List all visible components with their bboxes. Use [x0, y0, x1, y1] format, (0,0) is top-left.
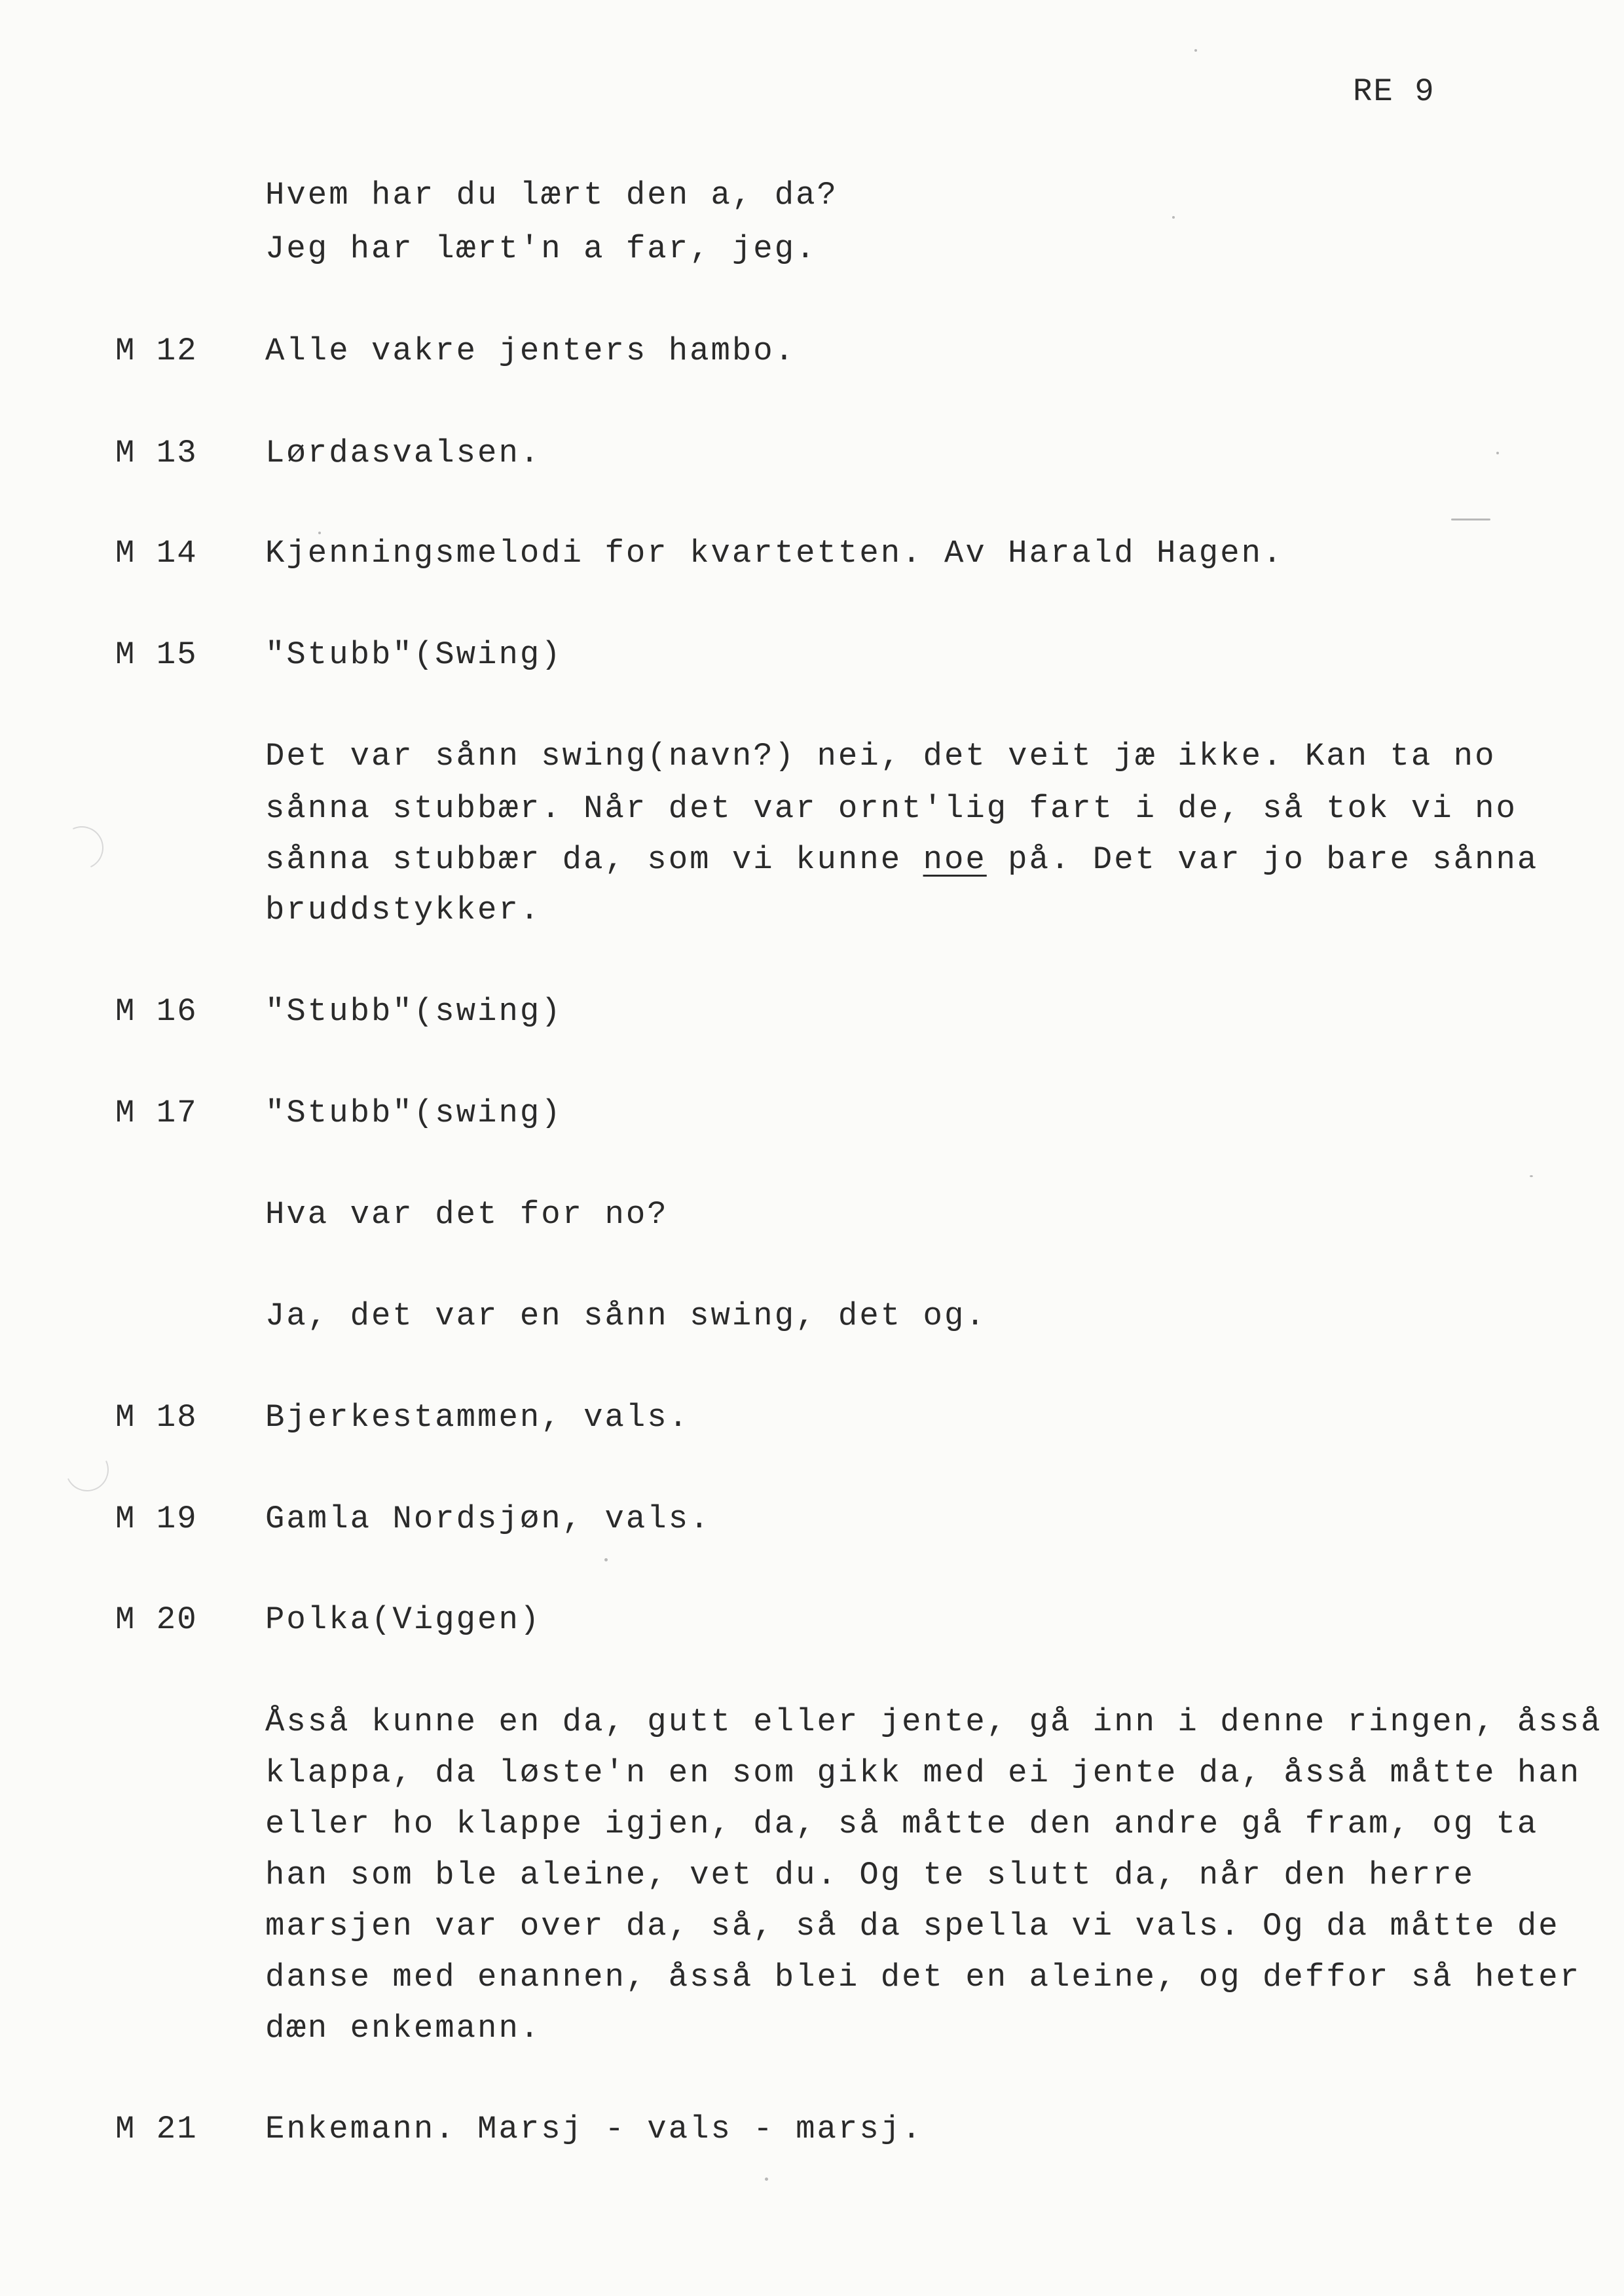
comment-m20-line-3: eller ho klappe igjen, da, så måtte den andre gå fram, og ta — [265, 1806, 1539, 1842]
entry-text-m18: Bjerkestammen, vals. — [265, 1399, 690, 1436]
entry-label-m15: M 15 — [115, 636, 198, 673]
scan-speck — [604, 1558, 608, 1561]
page-number: RE 9 — [1353, 73, 1435, 110]
entry-label-m20: M 20 — [115, 1601, 198, 1638]
entry-label-m13: M 13 — [115, 435, 198, 471]
entry-label-m18: M 18 — [115, 1399, 198, 1436]
scan-speck — [1451, 519, 1490, 520]
comment-m15-line-4: bruddstykker. — [265, 892, 542, 928]
comment-m17-answer: Ja, det var en sånn swing, det og. — [265, 1298, 987, 1334]
scan-speck — [318, 532, 321, 534]
entry-label-m12: M 12 — [115, 333, 198, 369]
comment-m20-line-1: Åsså kunne en da, gutt eller jente, gå inn i denne ringen, åsså — [265, 1704, 1602, 1740]
comment-m15-line-3-start: sånna stubbær da, som vi kunne — [265, 841, 923, 878]
entry-text-m17: "Stubb"(swing) — [265, 1095, 563, 1131]
entry-text-m13: Lørdasvalsen. — [265, 435, 542, 471]
intro-line-2: Jeg har lært'n a far, jeg. — [265, 230, 817, 267]
comment-m20-line-4: han som ble aleine, vet du. Og te slutt da, når den herre — [265, 1857, 1475, 1893]
punch-hole-mark — [60, 1442, 115, 1498]
comment-m20-line-2: klappa, da løste'n en som gikk med ei jente da, åsså måtte han — [265, 1755, 1581, 1791]
scan-speck — [1172, 216, 1175, 219]
entry-text-m21: Enkemann. Marsj - vals - marsj. — [265, 2111, 923, 2147]
entry-label-m21: M 21 — [115, 2111, 198, 2147]
comment-m15-line-3 — [265, 840, 1538, 879]
comment-m15-line-3-end: på. Det var jo bare sånna — [986, 841, 1539, 878]
entry-label-m16: M 16 — [115, 993, 198, 1030]
entry-text-m19: Gamla Nordsjøn, vals. — [265, 1501, 711, 1537]
entry-label-m17: M 17 — [115, 1095, 198, 1131]
intro-line-1: Hvem har du lært den a, da? — [265, 177, 838, 213]
comment-m20-line-6: danse med enannen, åsså blei det en aleine, og deffor så heter — [265, 1959, 1581, 1995]
scan-speck — [1496, 452, 1499, 454]
entry-label-m19: M 19 — [115, 1501, 198, 1537]
comment-m15-line-1: Det var sånn swing(navn?) nei, det veit jæ ikke. Kan ta no — [265, 738, 1496, 774]
punch-hole-mark — [54, 820, 110, 876]
entry-text-m12: Alle vakre jenters hambo. — [265, 333, 796, 369]
scan-speck — [1194, 49, 1197, 52]
entry-text-m20: Polka(Viggen) — [265, 1601, 542, 1638]
entry-text-m14: Kjenningsmelodi for kvartetten. Av Harald Hagen. — [265, 535, 1284, 572]
comment-m20-line-7: dæn enkemann. — [265, 2010, 542, 2047]
scan-speck — [765, 2178, 768, 2181]
comment-m20-line-5: marsjen var over da, så, så da spella vi vals. Og da måtte de — [265, 1908, 1560, 1944]
comment-m15-line-2: sånna stubbær. Når det var ornt'lig fart i de, så tok vi no — [265, 790, 1517, 827]
entry-text-m16: "Stubb"(swing) — [265, 993, 563, 1030]
scan-speck — [1530, 1175, 1533, 1177]
entry-text-m15: "Stubb"(Swing) — [265, 636, 563, 673]
underlined-word: noe — [923, 841, 987, 878]
entry-label-m14: M 14 — [115, 535, 198, 572]
comment-m17-question: Hva var det for no? — [265, 1196, 669, 1233]
